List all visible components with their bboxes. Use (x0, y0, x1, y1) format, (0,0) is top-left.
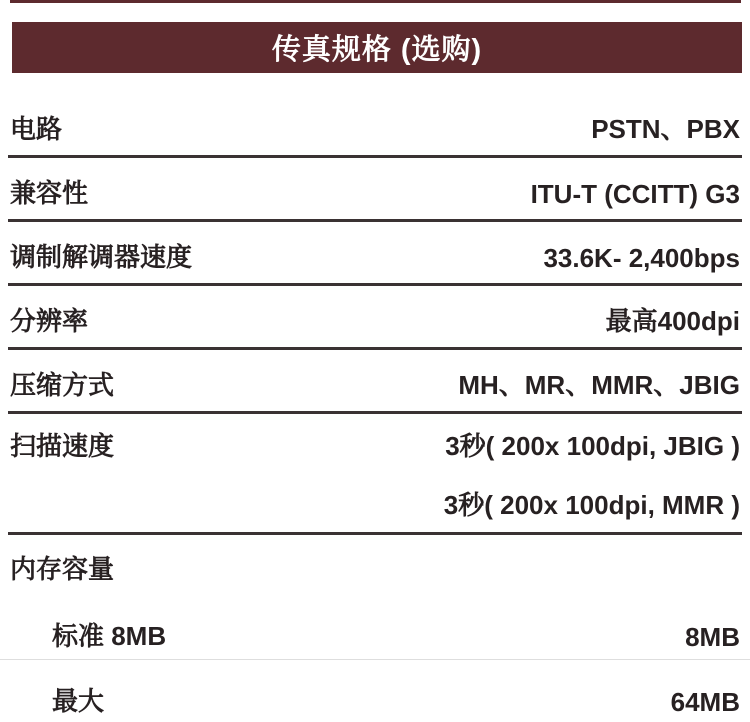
spec-row-memory-max (8, 657, 742, 722)
spec-value: 64MB (670, 687, 740, 717)
spec-label: 扫描速度 (10, 431, 115, 461)
spec-label: 最大 (52, 686, 105, 716)
spec-value: MH、MR、MMR、JBIG (458, 370, 740, 400)
spec-label: 标准 8MB (52, 621, 167, 651)
spec-label: 兼容性 (10, 178, 89, 208)
section-header-bar (12, 22, 742, 73)
spec-table (8, 73, 742, 722)
spec-value: 最高400dpi (605, 306, 740, 336)
spec-label: 压缩方式 (10, 370, 115, 400)
spec-row-resolution (8, 286, 742, 350)
spec-row-circuit (8, 73, 742, 158)
spec-row-scan-speed (8, 414, 742, 463)
spec-value: 8MB (685, 622, 740, 652)
top-accent-rule (10, 0, 741, 3)
spec-row-scan-speed-2 (8, 463, 742, 535)
spec-row-memory-standard (8, 592, 742, 657)
spec-value: ITU-T (CCITT) G3 (530, 179, 740, 209)
spec-value: 3秒( 200x 100dpi, JBIG ) (445, 431, 740, 461)
spec-row-compression (8, 350, 742, 414)
spec-value: 33.6K- 2,400bps (543, 243, 740, 273)
spec-row-compatibility (8, 158, 742, 222)
spec-label: 电路 (10, 114, 63, 144)
spec-label: 分辨率 (10, 306, 89, 336)
spec-value: 3秒( 200x 100dpi, MMR ) (443, 490, 740, 520)
section-title: 传真规格 (选购) (271, 34, 483, 66)
spec-row-modem-speed (8, 222, 742, 286)
spec-label: 内存容量 (10, 554, 115, 584)
spec-row-memory (8, 535, 742, 592)
spec-label: 调制解调器速度 (10, 242, 193, 272)
bottom-rule (0, 659, 750, 660)
spec-value: PSTN、PBX (591, 114, 740, 144)
